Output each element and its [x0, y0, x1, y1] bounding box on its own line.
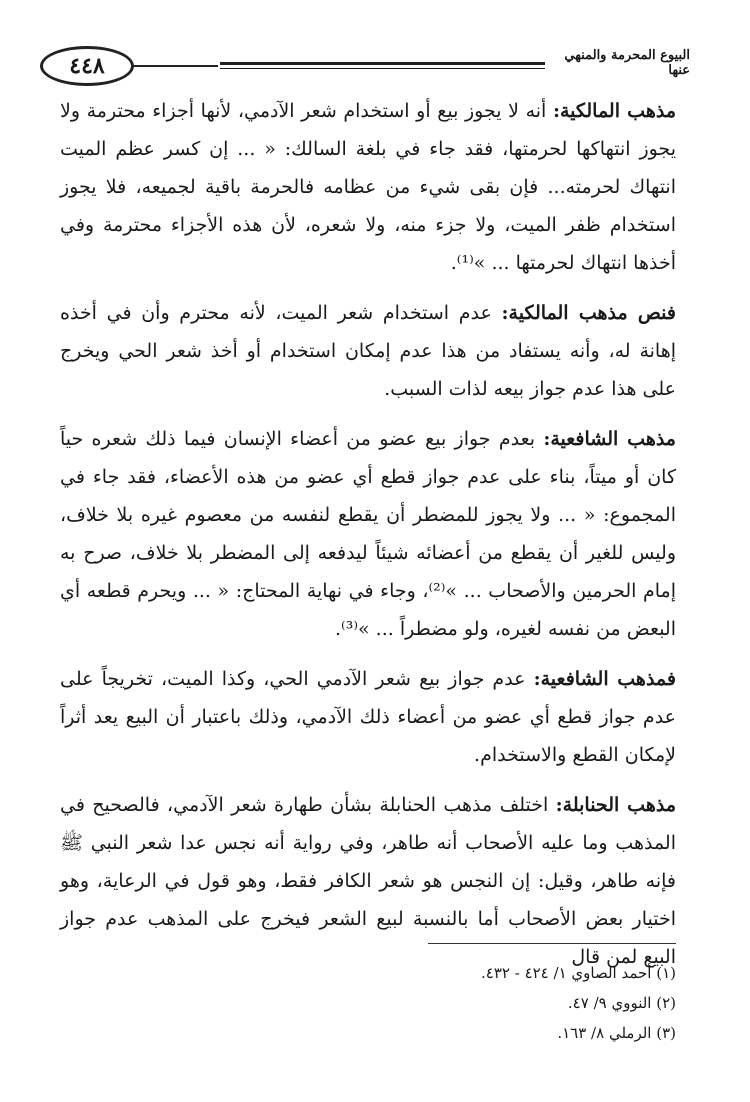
page-number: ٤٤٨	[69, 53, 105, 79]
paragraph-lead: فنص مذهب المالكية:	[501, 302, 676, 324]
header-rule-left	[132, 65, 218, 67]
paragraph-lead: مذهب الحنابلة:	[555, 794, 677, 816]
page-number-badge	[40, 46, 134, 86]
paragraph-lead: مذهب الشافعية:	[543, 428, 676, 450]
footnote-3: (٣) الرملي ٨/ ١٦٣.	[557, 1024, 676, 1042]
body-text	[60, 92, 676, 988]
paragraph-text: عدم استخدام شعر الميت، لأنه محترم وأن في أخذه إهانة له، وأنه يستفاد من هذا عدم إمكان استخدام أو أخذ شعر الحي ويخرج على هذا عدم جواز بيعه لذات السبب.	[60, 302, 676, 400]
paragraph-lead: مذهب المالكية:	[552, 100, 677, 122]
paragraph-shafii	[60, 420, 676, 648]
paragraph-hanbali	[60, 786, 676, 976]
paragraph-text: اختلف مذهب الحنابلة بشأن طهارة شعر الآدمي، فالصحيح في المذهب وما عليه الأصحاب أنه طاهر، وفي رواية أنه نجس عدا شعر النبي ﷺ فإنه طاهر، وقيل: إن النجس هو شعر الكافر فقط، وهو قول في الرعاية، وهو اختيار بعض الأصحاب أما بالنسبة لبيع الشعر فيخرج على المذهب عدم جواز البيع لمن قال	[60, 794, 676, 968]
footnote-divider	[428, 943, 676, 944]
footnote-1: (١) أحمد الصاوي ١/ ٤٢٤ - ٤٣٢.	[481, 964, 676, 982]
footnote-2: (٢) النووي ٩/ ٤٧.	[567, 994, 676, 1012]
paragraph-shafii-summary	[60, 660, 676, 774]
footnotes	[76, 958, 676, 1048]
paragraph-lead: فمذهب الشافعية:	[533, 668, 676, 690]
page-header	[30, 38, 690, 90]
running-title: البيوع المحرمة والمنهي عنها	[564, 48, 690, 78]
header-rule-thick	[220, 62, 545, 65]
paragraph-text: بعدم جواز بيع عضو من أعضاء الإنسان فيما ذلك شعره حياً كان أو ميتاً، بناء على عدم جواز قطع أي عضو من هذه الأعضاء، فقد جاء في المجموع: « ... ولا يجوز للمضطر أن يقطع لنفسه من معصوم غيره بلا خلاف، وليس للغير أن يقطع من أعضائه شيئاً ليدفعه إلى المضطر بلا خلاف، صرح به إمام الحرمين والأصحاب ... »⁽²⁾، وجاء في نهاية المحتاج: « ... ويحرم قطعه أي البعض من نفسه لغيره، ولو مضطراً ... »⁽³⁾.	[60, 428, 676, 640]
paragraph-maliki-summary	[60, 294, 676, 408]
paragraph-text: أنه لا يجوز بيع أو استخدام شعر الآدمي، لأنها أجزاء محترمة ولا يجوز انتهاكها لحرمتها، فقد جاء في بلغة السالك: « ... إن كسر عظم الميت انتهاك لحرمته... فإن بقى شيء من عظامه فالحرمة باقية لجميعه، فلا يجوز استخدام ظفر الميت، ولا جزء منه، ولا شعره، لأن هذه الأجزاء محترمة وفي أخذها انتهاك لحرمتها ... »⁽¹⁾.	[60, 100, 676, 274]
paragraph-maliki	[60, 92, 676, 282]
header-rule-thin	[220, 68, 545, 69]
paragraph-text: عدم جواز بيع شعر الآدمي الحي، وكذا الميت، تخريجاً على عدم جواز قطع أي عضو من أعضاء ذلك الآدمي، وذلك باعتبار أن البيع يعد أثراً لإمكان القطع والاستخدام.	[60, 668, 676, 766]
